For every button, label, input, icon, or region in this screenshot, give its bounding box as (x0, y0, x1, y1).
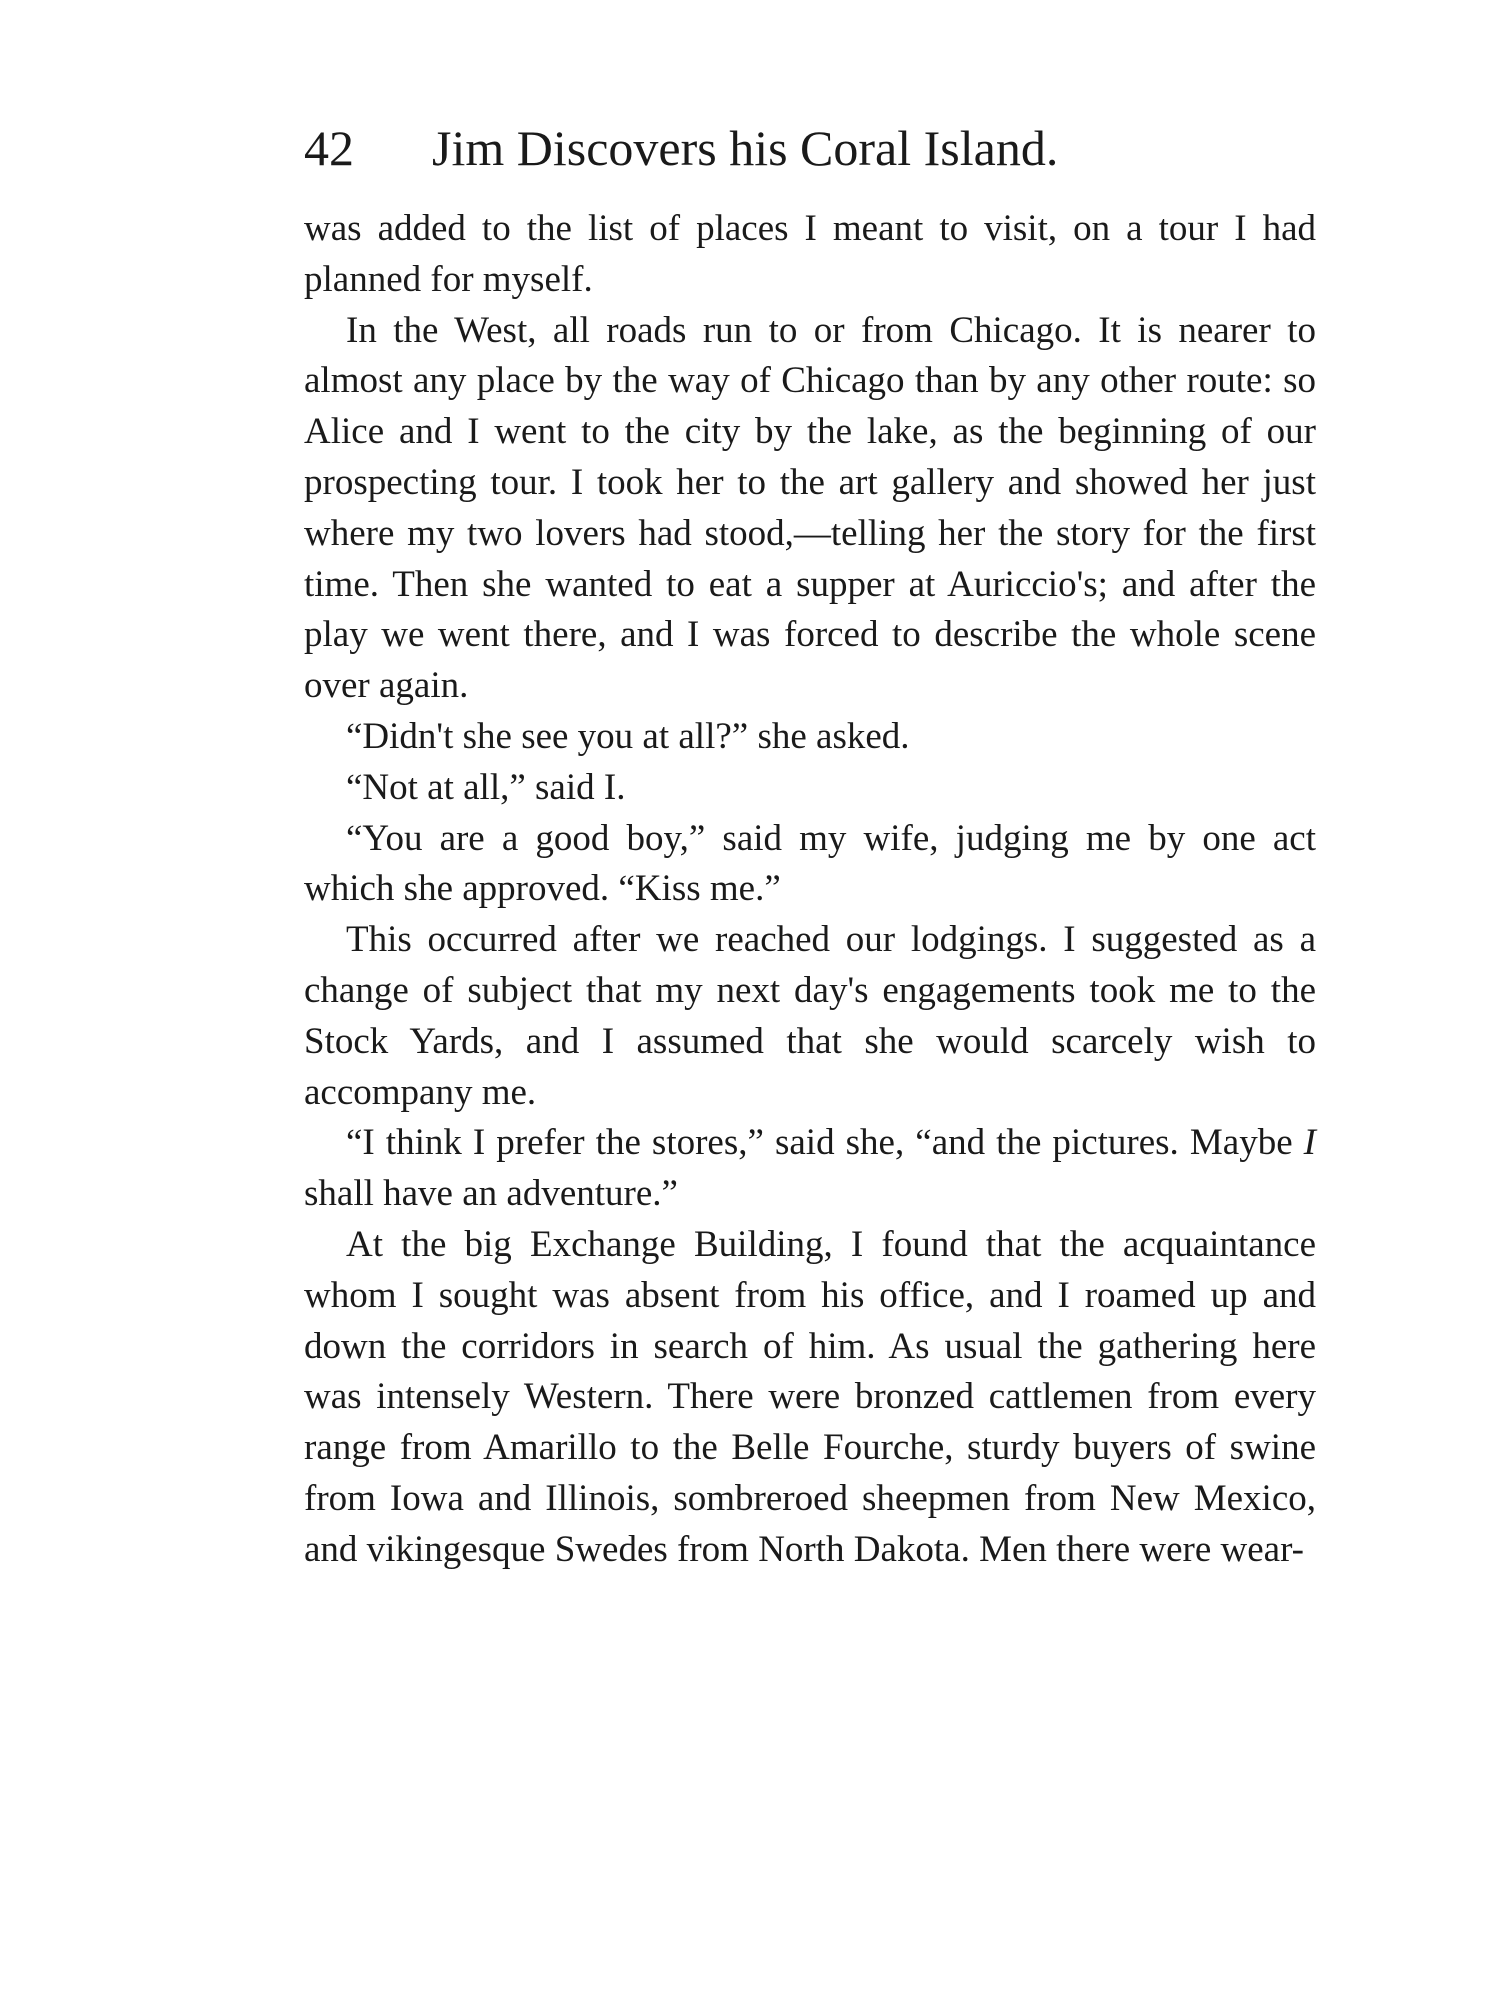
page-number: 42 (304, 120, 354, 176)
paragraph: was added to the list of places I meant to visit, on a tour I had planned for myself. (304, 208, 1316, 300)
paragraph: This occurred after we reached our lodgings. I suggested as a change of subject that my next day's engagements took me to the Stock Yards, and I assumed that she would scarcely wish to accompany me. (304, 919, 1316, 1113)
italic-word: I (1303, 1122, 1316, 1164)
paragraph: “Didn't she see you at all?” she asked. (346, 715, 910, 757)
paragraph: In the West, all roads run to or from Chicago. It is nearer to almost any place by the way of Chicago than by any other route: so Alice and I went to the city by the lake, as the beginning of our prospecting tour. I took her to the art gallery and showed her just where my two lovers had stood,—telling her the story for the first time. Then she wanted to eat a supper at Auriccio's; and after the play we went there, and I was forced to describe the whole scene over again. (304, 309, 1316, 707)
body-text (304, 204, 1316, 1576)
paragraph: “Not at all,” said I. (346, 766, 626, 808)
paragraph-text: “I think I prefer the stores,” said she, “and the pictures. Maybe (346, 1122, 1304, 1164)
paragraph: At the big Exchange Building, I found that the acquaintance whom I sought was absent from his office, and I roamed up and down the corridors in search of him. As usual the gathering here was intensely Western. There were bronzed cattlemen from every range from Amarillo to the Belle Fourche, sturdy buyers of swine from Iowa and Illinois, sombreroed sheepmen from New Mexico, and vikingesque Swedes from North Dakota. Men there were wear- (304, 1223, 1316, 1570)
page-header (304, 115, 1314, 181)
paragraph-text: shall have an adventure.” (304, 1173, 678, 1215)
paragraph: “You are a good boy,” said my wife, judging me by one act which she approved. “Kiss me.” (304, 817, 1316, 910)
running-title: Jim Discovers his Coral Island. (432, 120, 1059, 176)
paragraph (304, 1118, 1316, 1220)
